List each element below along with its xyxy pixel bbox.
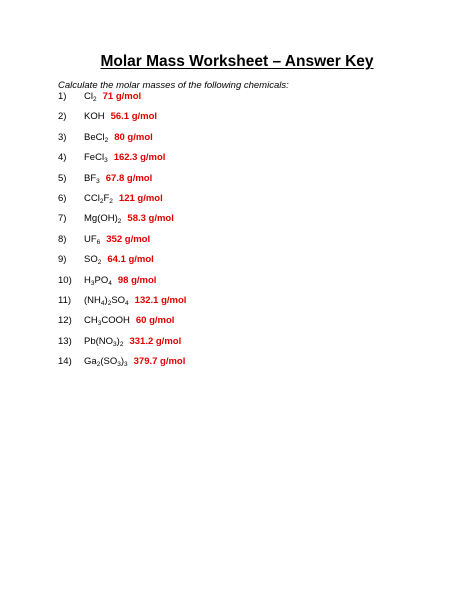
molar-mass-answer: 162.3 g/mol [113, 152, 166, 164]
formula-subscript: 2 [117, 218, 122, 226]
chemical-formula [84, 335, 181, 349]
molar-mass-answer: 80 g/mol [114, 131, 153, 143]
formula-text: PO [94, 274, 109, 286]
molar-mass-answer: 121 g/mol [118, 193, 163, 204]
formula-subscript: 3 [97, 320, 102, 328]
chemical-formula [84, 192, 163, 206]
formula-subscript: 4 [125, 300, 129, 307]
formula-subscript: 6 [96, 238, 101, 246]
chemical-formula [84, 131, 153, 145]
formula-text: SO [111, 295, 126, 306]
formula-subscript: 2 [99, 198, 104, 205]
formula-text: F [103, 193, 110, 204]
formula-subscript: 3 [117, 361, 121, 369]
formula-subscript: 3 [113, 340, 117, 348]
formula-text: (NH [84, 295, 101, 306]
chemical-formula [84, 110, 157, 124]
molar-mass-answer: 58.3 g/mol [127, 213, 174, 225]
formula-subscript: 4 [100, 300, 105, 307]
molar-mass-answer: 60 g/mol [135, 315, 175, 327]
formula-text: CH [84, 315, 98, 327]
question-number: 13) [58, 335, 72, 347]
formula-subscript: 2 [104, 136, 109, 144]
question-number: 10) [58, 274, 72, 286]
question-number: 6) [58, 193, 67, 204]
chemical-formula [84, 233, 150, 247]
question-number: 12) [58, 315, 72, 327]
question-number: 3) [58, 131, 67, 143]
formula-text: (SO [100, 356, 118, 368]
question-number: 14) [58, 356, 72, 368]
formula-text: UF [84, 233, 97, 245]
formula-text: ) [120, 356, 124, 368]
molar-mass-answer: 132.1 g/mol [134, 295, 187, 306]
molar-mass-answer: 64.1 g/mol [107, 254, 154, 266]
formula-text: Pb(NO [84, 335, 114, 347]
formula-subscript: 3 [104, 157, 108, 165]
molar-mass-answer: 331.2 g/mol [129, 335, 182, 347]
chemical-formula [84, 355, 185, 369]
question-number: 7) [58, 213, 67, 225]
molar-mass-answer: 71 g/mol [102, 91, 142, 102]
molar-mass-answer: 379.7 g/mol [133, 356, 186, 368]
molar-mass-answer: 56.1 g/mol [110, 111, 158, 123]
formula-subscript: 2 [97, 259, 102, 267]
question-number: 9) [58, 254, 67, 266]
molar-mass-answer: 67.8 g/mol [105, 172, 153, 184]
formula-subscript: 3 [124, 361, 128, 369]
question-number: 2) [58, 111, 67, 123]
chemical-formula [84, 212, 174, 226]
chemical-formula [84, 90, 141, 104]
chemical-formula [84, 253, 154, 267]
formula-subscript: 4 [108, 279, 112, 287]
formula-text: SO [84, 254, 98, 266]
formula-text: Ga [84, 356, 97, 368]
formula-subscript: 3 [96, 177, 100, 185]
chemical-formula [84, 172, 152, 186]
formula-text: BF [84, 172, 97, 184]
molar-mass-answer: 98 g/mol [117, 274, 157, 286]
chemical-formula [84, 151, 165, 165]
formula-subscript: 2 [92, 96, 97, 103]
formula-text: ) [104, 295, 108, 306]
question-number: 1) [58, 91, 67, 102]
formula-subscript: 2 [107, 300, 112, 307]
formula-subscript: 2 [96, 361, 101, 369]
formula-text: Mg(OH) [84, 213, 118, 225]
chemical-formula [84, 314, 174, 328]
question-number: 4) [58, 152, 67, 164]
question-number: 11) [58, 295, 72, 306]
page-title: Molar Mass Worksheet – Answer Key [100, 53, 374, 70]
chemical-formula [84, 294, 186, 308]
chemical-formula [84, 274, 156, 288]
question-number: 5) [58, 172, 67, 184]
formula-text: H [84, 274, 91, 286]
formula-text: BeCl [84, 131, 105, 143]
formula-subscript: 2 [109, 198, 113, 205]
molar-mass-answer: 352 g/mol [106, 233, 151, 245]
question-number: 8) [58, 233, 67, 245]
formula-subscript: 3 [90, 279, 95, 287]
formula-text: Cl [84, 91, 93, 102]
formula-subscript: 2 [119, 340, 124, 348]
formula-text: KOH [84, 111, 105, 123]
instructions: Calculate the molar masses of the following chemicals: [58, 80, 289, 91]
formula-text: FeCl [84, 152, 105, 164]
formula-text: CCl [84, 193, 100, 204]
formula-text: COOH [101, 315, 130, 327]
formula-text: ) [116, 335, 120, 347]
